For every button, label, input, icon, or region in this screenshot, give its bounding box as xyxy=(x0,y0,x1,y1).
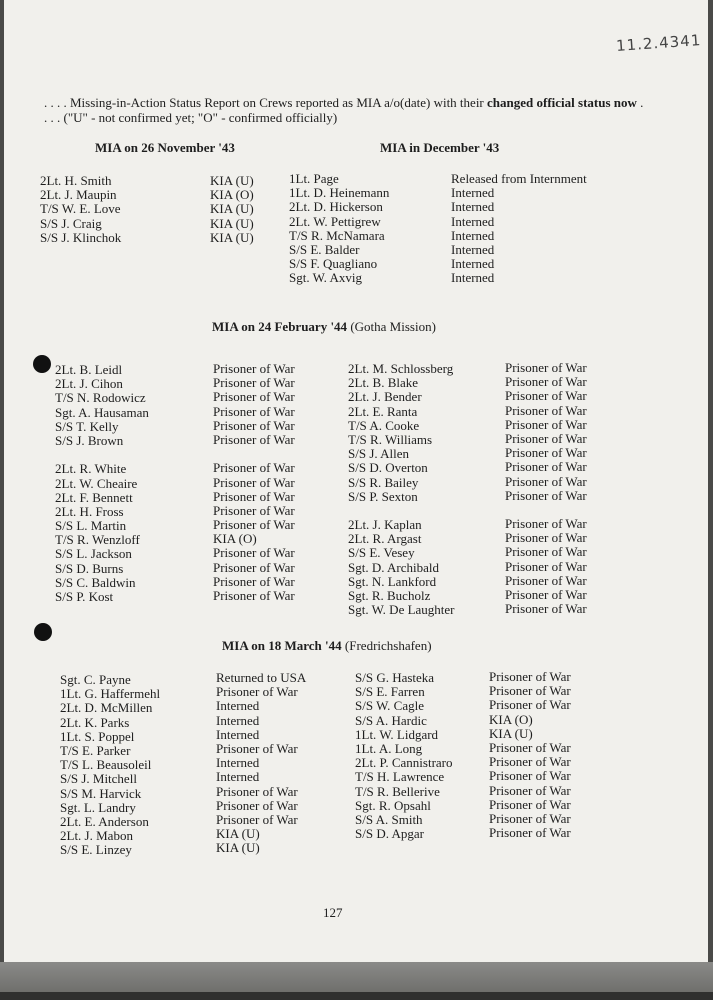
list-item: KIA (U) xyxy=(216,826,260,842)
list-item: Prisoner of War xyxy=(505,487,587,503)
list-item: Released from Internment xyxy=(451,171,587,186)
list-item: Prisoner of War xyxy=(216,684,298,700)
march-left-names xyxy=(60,673,160,857)
list-item: Prisoner of War xyxy=(505,544,587,560)
list-item: Returned to USA xyxy=(216,670,307,685)
list-item: S/S L. Martin xyxy=(55,518,127,534)
march-left-statuses xyxy=(216,671,306,855)
list-item: 2Lt. K. Parks xyxy=(60,714,130,730)
list-item: Sgt. N. Lankford xyxy=(348,573,437,589)
list-item: 1Lt. G. Haffermehl xyxy=(60,686,161,702)
list-item: S/S A. Smith xyxy=(355,811,423,827)
february-right-statuses xyxy=(505,361,587,616)
list-item: S/S J. Allen xyxy=(348,446,410,462)
list-item: Prisoner of War xyxy=(505,558,587,574)
list-item: 2Lt. H. Fross xyxy=(55,503,124,519)
list-item: Prisoner of War xyxy=(489,796,571,812)
list-item: Prisoner of War xyxy=(216,797,298,813)
list-item: S/S E. Farren xyxy=(355,684,425,700)
list-item: Prisoner of War xyxy=(213,573,295,589)
list-item: Prisoner of War xyxy=(505,402,587,418)
list-item: S/S J. Klinchok xyxy=(40,229,122,245)
list-item: KIA (U) xyxy=(210,229,254,245)
list-item: T/S R. Bellerive xyxy=(355,783,440,799)
list-item: 2Lt. P. Cannistraro xyxy=(355,755,453,771)
list-item: Prisoner of War xyxy=(505,445,587,461)
list-item: 1Lt. Page xyxy=(289,171,339,186)
list-item: Prisoner of War xyxy=(213,417,295,433)
list-item: 2Lt. R. Argast xyxy=(348,531,422,547)
list-item: Prisoner of War xyxy=(213,361,295,376)
list-item: 2Lt. E. Ranta xyxy=(348,403,418,419)
list-item: Interned xyxy=(216,769,260,785)
list-item: Interned xyxy=(451,199,495,215)
list-item: 2Lt. B. Leidl xyxy=(55,362,123,377)
list-item: Prisoner of War xyxy=(489,683,571,699)
list-item: Prisoner of War xyxy=(489,782,571,798)
list-item: Prisoner of War xyxy=(489,810,571,826)
list-item: 2Lt. J. Bender xyxy=(348,389,422,405)
list-item: S/S F. Quagliano xyxy=(289,256,378,272)
list-item: KIA (U) xyxy=(210,173,254,188)
intro-lead: . . . . Missing-in-Action Status Report on Crews reported as MIA a/o(date) with their xyxy=(44,95,488,110)
list-item: Prisoner of War xyxy=(213,588,295,603)
list-item: S/S J. Mitchell xyxy=(60,771,137,787)
scan-edge-dark xyxy=(0,992,713,1000)
november-statuses xyxy=(210,174,254,245)
list-item: Prisoner of War xyxy=(213,389,295,405)
list-item: Interned xyxy=(451,227,495,243)
list-item: KIA (O) xyxy=(210,187,254,203)
list-item: Prisoner of War xyxy=(505,430,587,446)
heading-december: MIA in December '43 xyxy=(380,140,500,155)
list-item: T/S R. Williams xyxy=(348,431,433,447)
list-item: Sgt. W. Axvig xyxy=(289,270,362,286)
list-item: 1Lt. D. Heinemann xyxy=(289,185,390,201)
list-item: Prisoner of War xyxy=(216,740,298,756)
heading-november: MIA on 26 November '43 xyxy=(95,140,235,155)
list-item: Prisoner of War xyxy=(213,545,295,561)
list-item: Prisoner of War xyxy=(505,572,587,588)
list-item: Prisoner of War xyxy=(213,488,295,504)
list-item: S/S C. Baldwin xyxy=(55,574,136,590)
december-names xyxy=(289,172,389,286)
list-item: 1Lt. A. Long xyxy=(355,740,423,756)
list-item: Prisoner of War xyxy=(489,669,571,684)
list-item: T/S R. Wenzloff xyxy=(55,532,140,548)
list-item: Sgt. L. Landry xyxy=(60,799,136,815)
list-item: KIA (U) xyxy=(216,840,260,856)
list-item: Interned xyxy=(216,755,260,771)
list-item: 2Lt. B. Blake xyxy=(348,375,419,391)
list-item: KIA (O) xyxy=(489,711,533,727)
list-item: Prisoner of War xyxy=(505,587,587,602)
list-item: 2Lt. M. Schlossberg xyxy=(348,361,454,376)
list-spacer xyxy=(55,448,149,462)
list-item: S/S J. Brown xyxy=(55,432,124,448)
mar-title: MIA on 18 March '44 xyxy=(222,638,342,653)
list-item: Prisoner of War xyxy=(213,403,295,419)
list-item: KIA (U) xyxy=(210,215,254,231)
list-item: Sgt. R. Opsahl xyxy=(355,797,431,813)
list-item: KIA (U) xyxy=(489,725,533,741)
list-item: Prisoner of War xyxy=(489,697,571,713)
list-item: S/S P. Kost xyxy=(55,589,114,604)
list-item: S/S L. Jackson xyxy=(55,546,132,562)
list-item: S/S G. Hasteka xyxy=(355,670,435,685)
list-item: S/S T. Kelly xyxy=(55,418,119,434)
list-item: 2Lt. R. White xyxy=(55,461,127,477)
punch-hole xyxy=(33,355,51,373)
list-item: Prisoner of War xyxy=(216,783,298,799)
list-item: S/S P. Sexton xyxy=(348,488,418,504)
list-spacer xyxy=(505,503,587,517)
list-item: 1Lt. W. Lidgard xyxy=(355,726,439,742)
list-item: Sgt. R. Bucholz xyxy=(348,588,431,603)
list-item: T/S H. Lawrence xyxy=(355,769,445,785)
heading-february xyxy=(212,319,436,335)
list-item: 2Lt. D. McMillen xyxy=(60,700,153,716)
list-item: Prisoner of War xyxy=(213,460,295,476)
list-item: Prisoner of War xyxy=(489,739,571,755)
list-item: Prisoner of War xyxy=(505,416,587,432)
list-item: Prisoner of War xyxy=(489,825,571,841)
november-names xyxy=(40,174,121,245)
list-item: T/S R. McNamara xyxy=(289,227,385,243)
list-item: Interned xyxy=(216,726,260,742)
list-item: 2Lt. J. Mabon xyxy=(60,828,133,844)
list-item: S/S W. Cagle xyxy=(355,698,424,714)
handwritten-reference: 11.2.4341 xyxy=(615,31,702,55)
list-item: Sgt. A. Hausaman xyxy=(55,404,149,420)
list-item: T/S E. Parker xyxy=(60,742,131,758)
heading-march xyxy=(222,638,432,654)
feb-subtitle: (Gotha Mission) xyxy=(350,319,436,334)
document-page xyxy=(4,0,708,962)
list-item: S/S J. Craig xyxy=(40,215,102,231)
list-item: Prisoner of War xyxy=(505,516,587,532)
list-spacer xyxy=(348,504,455,518)
scan-edge xyxy=(0,962,713,992)
intro-tail: . . . . ("U" - not confirmed yet; "O" - confirmed officially) xyxy=(44,95,644,125)
list-item: S/S A. Hardic xyxy=(355,712,427,728)
list-item: Prisoner of War xyxy=(213,502,295,518)
list-item: Prisoner of War xyxy=(505,360,587,375)
list-item: Sgt. W. De Laughter xyxy=(348,602,455,618)
list-item: 2Lt. J. Maupin xyxy=(40,187,117,203)
list-item: S/S D. Apgar xyxy=(355,826,424,842)
list-item: S/S R. Bailey xyxy=(348,474,419,490)
december-statuses xyxy=(451,172,587,286)
list-item: Sgt. D. Archibald xyxy=(348,559,439,575)
list-item: 2Lt. E. Anderson xyxy=(60,813,149,829)
list-item: T/S N. Rodowicz xyxy=(55,390,146,406)
list-item: Prisoner of War xyxy=(505,374,587,390)
list-item: Prisoner of War xyxy=(216,811,298,827)
list-item: 2Lt. J. Cihon xyxy=(55,376,123,392)
list-item: Prisoner of War xyxy=(505,530,587,546)
feb-title: MIA on 24 February '44 xyxy=(212,319,348,334)
list-item: Prisoner of War xyxy=(213,559,295,575)
list-item: Prisoner of War xyxy=(505,473,587,489)
list-item: Sgt. C. Payne xyxy=(60,672,131,687)
list-item: Interned xyxy=(216,698,260,714)
february-left-statuses xyxy=(213,362,295,603)
list-item: Interned xyxy=(451,256,495,272)
list-item: KIA (U) xyxy=(210,201,254,217)
list-item: Prisoner of War xyxy=(505,388,587,404)
february-left-names xyxy=(55,363,149,604)
list-item: Prisoner of War xyxy=(505,459,587,475)
list-item: Prisoner of War xyxy=(213,517,295,533)
list-item: S/S E. Vesey xyxy=(348,545,415,561)
list-item: Prisoner of War xyxy=(213,375,295,391)
page-number: 127 xyxy=(323,905,343,920)
list-item: S/S E. Balder xyxy=(289,241,360,257)
march-right-names xyxy=(355,671,453,841)
list-item: Interned xyxy=(451,270,495,286)
list-item: Prisoner of War xyxy=(489,754,571,770)
punch-hole xyxy=(34,623,52,641)
march-right-statuses xyxy=(489,670,571,840)
list-item: S/S D. Burns xyxy=(55,560,124,576)
list-item: T/S W. E. Love xyxy=(40,201,121,217)
list-item: 2Lt. W. Pettigrew xyxy=(289,213,381,229)
list-item: 2Lt. H. Smith xyxy=(40,173,112,188)
list-item: S/S M. Harvick xyxy=(60,785,142,801)
list-item: 2Lt. D. Hickerson xyxy=(289,199,383,215)
list-item: Prisoner of War xyxy=(213,431,295,447)
list-item: Interned xyxy=(451,185,495,201)
list-item: 2Lt. W. Cheaire xyxy=(55,475,138,491)
list-item: Interned xyxy=(451,241,495,257)
list-item: S/S E. Linzey xyxy=(60,842,132,858)
intro-text xyxy=(44,95,644,125)
list-item: Interned xyxy=(216,712,260,728)
mar-subtitle: (Fredrichshafen) xyxy=(344,638,432,653)
list-item: Interned xyxy=(451,213,495,229)
list-item: Prisoner of War xyxy=(213,474,295,490)
february-right-names xyxy=(348,362,455,617)
list-item: T/S L. Beausoleil xyxy=(60,757,152,773)
list-item: KIA (O) xyxy=(213,531,257,547)
list-spacer xyxy=(213,447,295,461)
list-item: 2Lt. F. Bennett xyxy=(55,489,133,505)
list-item: 2Lt. J. Kaplan xyxy=(348,517,422,533)
list-item: S/S D. Overton xyxy=(348,460,428,476)
list-item: T/S A. Cooke xyxy=(348,417,420,433)
intro-bold: changed official status now xyxy=(487,95,637,110)
list-item: Prisoner of War xyxy=(489,768,571,784)
list-item: Prisoner of War xyxy=(505,601,587,617)
list-item: 1Lt. S. Poppel xyxy=(60,728,135,744)
